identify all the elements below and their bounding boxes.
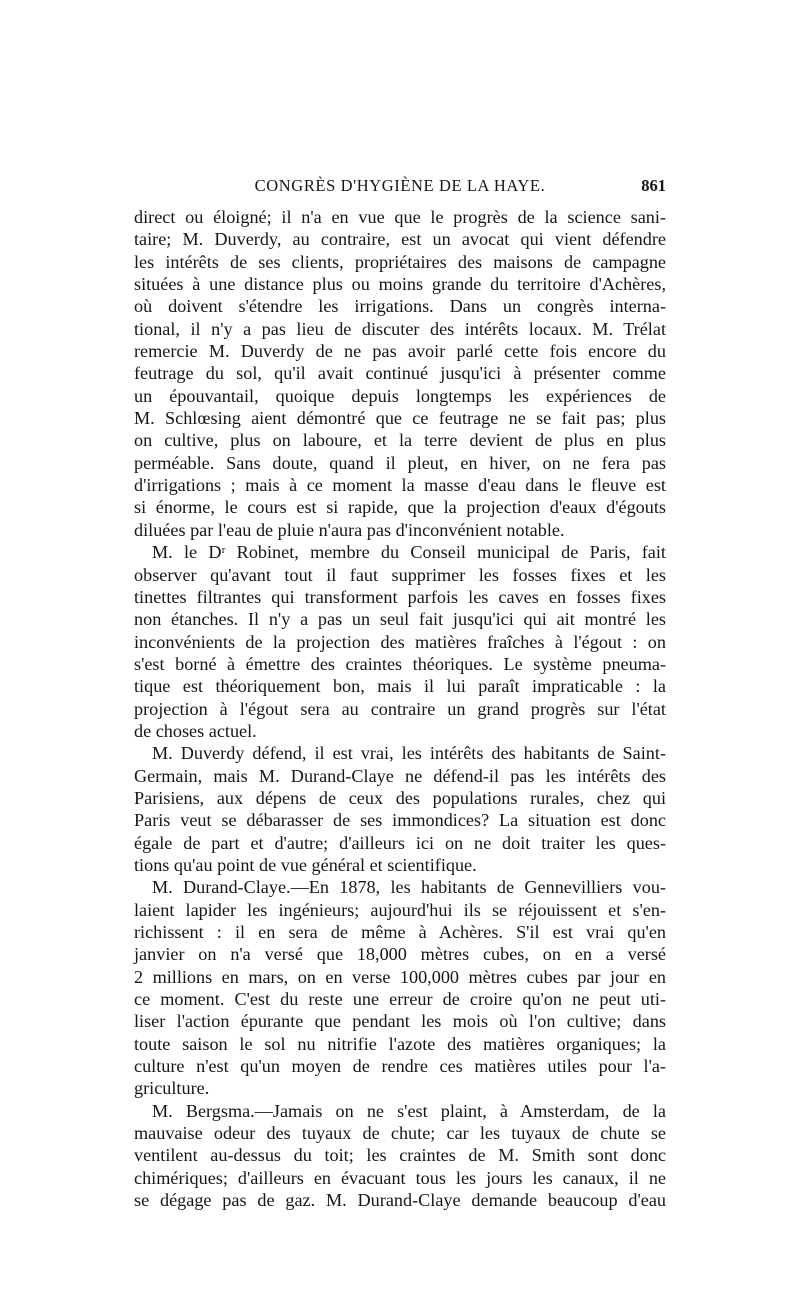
text-line: feutrage du sol, qu'il avait continué jusqu'ici à présenter comme <box>134 363 666 384</box>
page-number: 861 <box>641 176 666 195</box>
paragraph <box>134 206 666 541</box>
text-line: s'est borné à émettre des craintes théoriques. Le système pneuma- <box>134 653 666 674</box>
text-line: griculture. <box>134 1078 210 1099</box>
text-line: culture n'est qu'un moyen de rendre ces matières utiles pour l'a- <box>134 1056 666 1077</box>
text-line: 2 millions en mars, on en verse 100,000 mètres cubes par jour en <box>134 966 666 987</box>
text-line: richissent : il en sera de même à Achères. S'il est vrai qu'en <box>134 922 666 942</box>
text-line: M. le Dʳ Robinet, membre du Conseil municipal de Paris, fait <box>152 542 666 563</box>
text-line: remercie M. Duverdy de ne pas avoir parlé cette fois encore du <box>134 341 666 362</box>
text-line: diluées par l'eau de pluie n'aura pas d'inconvénient notable. <box>134 519 565 540</box>
text-line: inconvénients de la projection des matières fraîches à l'égout : on <box>134 631 666 652</box>
paragraph <box>134 541 666 742</box>
text-line: Parisiens, aux dépens de ceux des populations rurales, chez qui <box>134 787 666 808</box>
text-line: tional, il n'y a pas lieu de discuter des intérêts locaux. M. Trélat <box>134 318 666 339</box>
text-line: tique est théoriquement bon, mais il lui paraît impraticable : la <box>134 676 666 697</box>
running-head-title: CONGRÈS D'HYGIÈNE DE LA HAYE. <box>254 176 546 195</box>
text-line: tions qu'au point de vue général et scientifique. <box>134 854 477 875</box>
text-line: mauvaise odeur des tuyaux de chute; car les tuyaux de chute se <box>134 1123 666 1144</box>
text-line: chimériques; d'ailleurs en évacuant tous les jours les canaux, il ne <box>134 1167 666 1188</box>
text-line: Germain, mais M. Durand-Claye ne défend-il pas les intérêts des <box>134 765 666 786</box>
text-line: non étanches. Il n'y a pas un seul fait jusqu'ici qui ait montré les <box>134 609 666 630</box>
text-line: situées à une distance plus ou moins grande du territoire d'Achères, <box>134 274 666 295</box>
text-line: on cultive, plus on laboure, et la terre devient de plus en plus <box>134 430 666 451</box>
text-line: taire; M. Duverdy, au contraire, est un avocat qui vient défendre <box>134 229 666 250</box>
text-line: égale de part et d'autre; d'ailleurs ici on ne doit traiter les ques- <box>134 832 666 853</box>
running-head <box>134 176 666 204</box>
paragraph <box>134 876 666 1099</box>
text-line: laient lapider les ingénieurs; aujourd'hui ils se réjouissent et s'en- <box>134 899 666 920</box>
text-line: direct ou éloigné; il n'a en vue que le progrès de la science sani- <box>134 207 666 227</box>
text-line: d'irrigations ; mais à ce moment la masse d'eau dans le fleuve est <box>134 475 666 496</box>
text-line: M. Duverdy défend, il est vrai, les intérêts des habitants de Saint- <box>152 743 666 764</box>
text-line: liser l'action épurante que pendant les mois où l'on cultive; dans <box>134 1011 666 1032</box>
text-line: M. Schlœsing aient démontré que ce feutrage ne se fait pas; plus <box>134 408 666 429</box>
paragraph <box>134 742 666 876</box>
text-line: se dégage pas de gaz. M. Durand-Claye demande beaucoup d'eau <box>134 1190 666 1211</box>
text-line: ventilent au-dessus du toit; les craintes de M. Smith sont donc <box>134 1145 666 1166</box>
text-line: de choses actuel. <box>134 720 257 741</box>
text-line: ce moment. C'est du reste une erreur de croire qu'on ne peut uti- <box>134 989 666 1010</box>
text-line: janvier on n'a versé que 18,000 mètres cubes, on en a versé <box>134 944 666 965</box>
text-line: M. Bergsma.—Jamais on ne s'est plaint, à Amsterdam, de la <box>152 1100 666 1121</box>
text-line: toute saison le sol nu nitrifie l'azote des matières organiques; la <box>134 1033 666 1054</box>
text-line: projection à l'égout sera au contraire un grand progrès sur l'état <box>134 698 666 719</box>
text-line: les intérêts de ses clients, propriétaires des maisons de campagne <box>134 251 666 272</box>
body-text <box>134 206 666 1211</box>
text-line: M. Durand-Claye.—En 1878, les habitants de Gennevilliers vou- <box>152 877 666 898</box>
text-line: un épouvantail, quoique depuis longtemps les expériences de <box>134 385 666 406</box>
text-line: perméable. Sans doute, quand il pleut, en hiver, on ne fera pas <box>134 452 666 473</box>
text-line: observer qu'avant tout il faut supprimer les fosses fixes et les <box>134 564 666 585</box>
text-line: où doivent s'étendre les irrigations. Dans un congrès interna- <box>134 296 666 317</box>
text-line: si énorme, le cours est si rapide, que la projection d'eaux d'égouts <box>134 497 666 518</box>
text-line: Paris veut se débarasser de ses immondices? La situation est donc <box>134 810 666 831</box>
paragraph <box>134 1100 666 1212</box>
text-line: tinettes filtrantes qui transforment parfois les caves en fosses fixes <box>134 586 666 607</box>
